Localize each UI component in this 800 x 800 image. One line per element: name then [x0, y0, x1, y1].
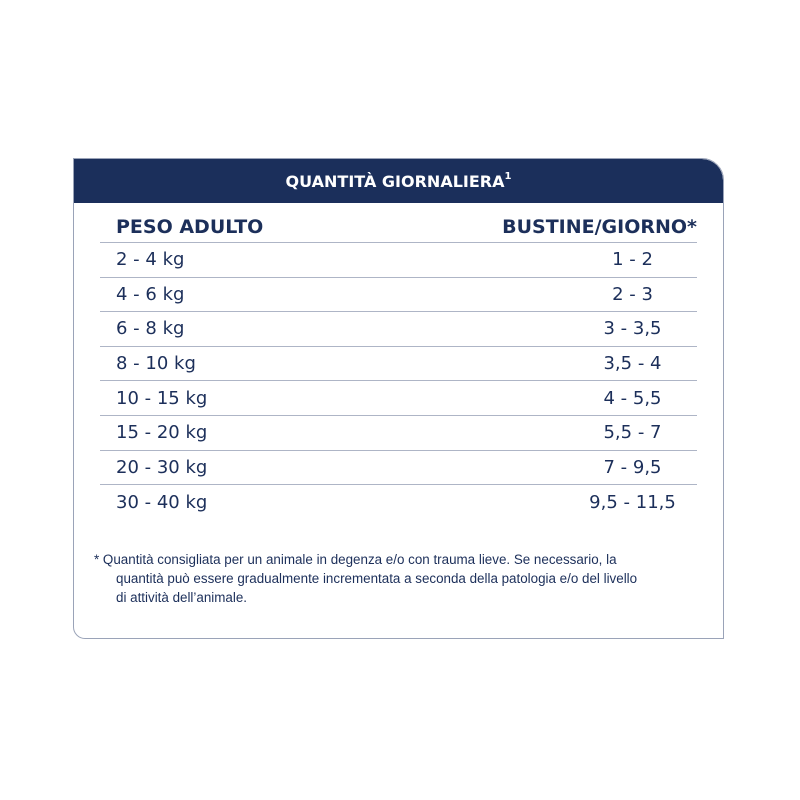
sachets-cell: 5,5 - 7: [603, 422, 662, 444]
weight-cell: 30 - 40 kg: [116, 491, 208, 513]
card-header: [74, 159, 723, 203]
table-row: [100, 312, 697, 347]
table-header-row: [100, 203, 697, 243]
weight-cell: 2 - 4 kg: [116, 249, 185, 271]
dosage-table: [100, 203, 697, 520]
weight-cell: 15 - 20 kg: [116, 422, 208, 444]
title-footnote-marker: 1: [504, 170, 512, 182]
footnote-line: quantità può essere gradualmente incrementata a seconda della patologia e/o del livello: [116, 571, 638, 586]
weight-cell: 4 - 6 kg: [116, 283, 185, 305]
table-row: [100, 381, 697, 416]
weight-cell: 10 - 15 kg: [116, 387, 208, 409]
table-row: [100, 347, 697, 382]
column-header-weight: PESO ADULTO: [116, 216, 264, 238]
card-title: QUANTITÀ GIORNALIERA$^1$: [285, 170, 512, 191]
weight-cell: 20 - 30 kg: [116, 456, 208, 478]
sachets-cell: 1 - 2: [612, 249, 653, 271]
footnote-line: di attività dell’animale.: [116, 590, 247, 605]
daily-quantity-card: [73, 158, 724, 639]
table-row: [100, 243, 697, 278]
sachets-cell: 3 - 3,5: [603, 318, 662, 340]
table-row: [100, 485, 697, 520]
sachets-cell: 2 - 3: [612, 283, 653, 305]
table-row: [100, 278, 697, 313]
sachets-cell: 7 - 9,5: [603, 456, 662, 478]
weight-cell: 8 - 10 kg: [116, 353, 196, 375]
footnote-line: * Quantità consigliata per un animale in degenza e/o con trauma lieve. Se necessario, la: [94, 552, 617, 567]
column-header-sachets: BUSTINE/GIORNO*: [502, 216, 697, 238]
sachets-cell: 4 - 5,5: [603, 387, 662, 409]
weight-cell: 6 - 8 kg: [116, 318, 185, 340]
sachets-cell: 3,5 - 4: [603, 353, 662, 375]
table-row: [100, 451, 697, 486]
sachets-cell: 9,5 - 11,5: [589, 491, 676, 513]
table-row: [100, 416, 697, 451]
footnote: [94, 550, 704, 607]
